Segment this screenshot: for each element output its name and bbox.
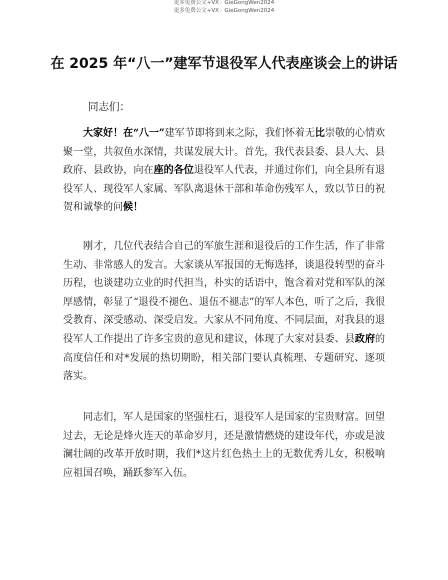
paragraph-1-bold-1: 大家好！在“八一”: [83, 128, 165, 139]
paragraph-2-bold-1: 政府: [354, 333, 376, 345]
paragraph-2: [63, 238, 385, 387]
paragraph-3: [63, 409, 385, 483]
header-watermark-line-1: 更多免费公文+VX：GieGongWen2024: [173, 0, 275, 6]
header-watermark-line-2: 更多免费公文+VX：GieGongWen2024: [173, 8, 275, 14]
paragraph-1-bold-2: 比: [314, 128, 325, 139]
salutation: 同志们：: [88, 101, 130, 113]
paragraph-2-text-2: 的高度信任和对*发展的热切期盼，相关部门要认真梳理、专题研究、逐项落实。: [63, 333, 386, 383]
paragraph-1-text-1: 建军节即将到来之际，我们怀着无: [164, 128, 315, 139]
paragraph-1: [63, 125, 385, 218]
paragraph-3-text-1: 同志们，军人是国家的坚强柱石，退役军人是国家的宝贵财富。回望过去，无论是烽火连天的革命岁月，还是激情燃烧的建设年代，亦或是波澜壮阔的改革开放时期，我们*这片红色热土上的无数优秀儿女，积极响应祖国召唤，踊跃参军入伍。: [63, 412, 385, 479]
paragraph-1-text-2: 崇敬的心情欢聚一堂，共叙鱼水深情，共谋发展大计。首先，我代表县委、县人大、县政府、县政协，向在: [63, 128, 386, 177]
document-title: 在 2025 年“八一”建军节退役军人代表座谈会上的讲话: [50, 56, 398, 72]
paragraph-2-text-1: 刚才，几位代表结合自己的军旅生涯和退役后的工作生活，作了非常生动、非常感人的发言。大家谈从军报国的无悔选择，谈退役转型的奋斗历程，也谈建功立业的时代担当，朴实的话语中，饱含着对党和军队的深厚感情，彰显了“退役不褪色、退伍不褪志”的军人本色，听了之后，我很受教育、深受感动、深受启发。大家从不同角度、不同层面，对我县的退役军人工作提出了许多宝贵的意见和建议，体现了大家对县委、县: [63, 241, 385, 345]
paragraph-1-bold-3: 座的各位: [153, 165, 194, 177]
paragraph-1-text-3: 退役军人代表，并通过你们，向全县所有退役军人、现役军人家属、军队离退休干部和革命伤残军人，致以节日的祝贺和诚挚的问: [63, 165, 386, 214]
paragraph-1-bold-4: 候！: [123, 202, 143, 214]
